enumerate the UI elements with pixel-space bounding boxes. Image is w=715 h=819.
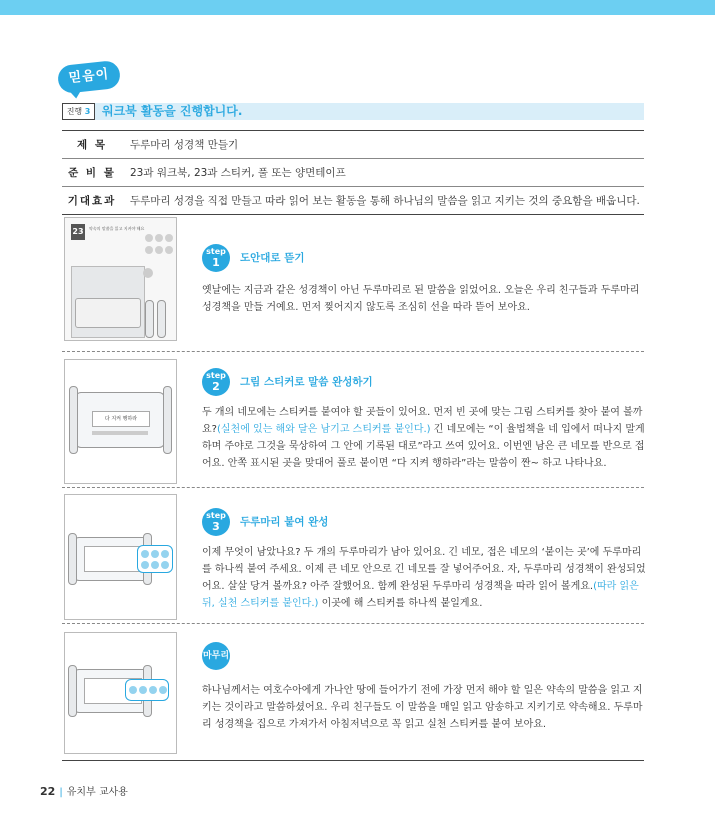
- workbook-page-thumbnail: [64, 217, 177, 341]
- character-face-icon: [143, 268, 153, 278]
- info-value: 두루마리 성경을 직접 만들고 따라 읽어 보는 활동을 통해 하나님의 말씀을 읽고 지키는 것의 중요함을 배웁니다.: [130, 195, 640, 207]
- step-3-title: 두루마리 붙여 완성: [240, 516, 329, 528]
- scroll-text-area: [84, 546, 142, 572]
- step-header-bar: [62, 103, 644, 120]
- scroll-roll-left: [145, 300, 154, 338]
- step-box-label: 진행: [66, 107, 83, 116]
- scroll-verse-text: 다 지켜 행하라: [92, 411, 150, 427]
- sticker-circles: [145, 232, 175, 258]
- mideumi-logo: 믿음이: [57, 60, 122, 94]
- page-number: 22: [40, 785, 56, 798]
- wrap-up-section: [62, 624, 644, 759]
- info-value: 두루마리 성경책 만들기: [130, 139, 239, 151]
- scroll-roll-left: [69, 386, 78, 454]
- footer-separator: |: [59, 787, 63, 798]
- info-row-title: [62, 131, 644, 159]
- info-key: 준 비 물: [68, 167, 116, 179]
- scroll-illustration: [75, 392, 165, 448]
- badge-number: 3: [212, 520, 220, 533]
- lesson-number-badge: 23: [71, 224, 85, 240]
- step-2-title: 그림 스티커로 말씀 완성하기: [240, 376, 373, 388]
- step-box-number: 3: [84, 107, 91, 116]
- info-key: 제 목: [77, 139, 107, 151]
- info-row-expected-effect: [62, 187, 644, 215]
- scroll-roll-right: [157, 300, 166, 338]
- wrap-up-thumbnail: [64, 632, 177, 754]
- scroll-line: [92, 431, 148, 435]
- body-text: 이곳에 해 스티커를 하나씩 붙일게요.: [318, 598, 483, 609]
- badge-label: step: [206, 247, 226, 256]
- footer-book-title: 유치부 교사용: [66, 787, 128, 798]
- step-1-badge: [202, 244, 230, 272]
- step-1-body: 옛날에는 지금과 같은 성경책이 아닌 두루마리로 된 말씀을 읽었어요. 오늘은 우리 친구들과 두루마리 성경책을 만들 거예요. 먼저 찢어지지 않도록 조심히 선을 따라 뜯어 보아요.: [202, 285, 640, 313]
- step-2-section: [62, 352, 644, 487]
- step-number-box: [62, 103, 95, 120]
- step-3-badge: [202, 508, 230, 536]
- body-text: 이제 무엇이 남았나요? 두 개의 두루마리가 남아 있어요. 긴 네모, 접은 네모의 ‘붙이는 곳’에 두루마리를 하나씩 붙여 주세요. 이제 큰 네모 안으로 긴 네모를 잘 넣어주어요. 자, 두루마리 성경책이 완성되었어요. 살살 당겨 볼까요? 아주 잘했어요. 함께 완성된 두루마리 성경책을 따라 읽어 볼게요.: [202, 547, 646, 592]
- step-1-section: [62, 214, 644, 344]
- scroll-cutout: [75, 298, 141, 328]
- scroll-roll-left: [68, 665, 77, 717]
- info-key: 기대효과: [67, 195, 117, 207]
- sticker-row: [125, 679, 169, 701]
- badge-number: 1: [212, 256, 220, 269]
- body-text: 두 개의 네모에는 스티커를 붙여야 할 곳들이 있어요. 먼저 빈 곳에 맞는 그림 스티커를 찾아 붙여 볼까요?: [202, 407, 643, 435]
- scroll-step-thumbnail: [64, 359, 177, 484]
- scroll-roll-right: [163, 386, 172, 454]
- scroll-roll-left: [68, 533, 77, 585]
- top-color-bar: [0, 0, 715, 15]
- badge-number: 2: [212, 380, 220, 393]
- teacher-note: (실천에 있는 해와 달은 남기고 스티커를 붙인다.): [216, 424, 431, 435]
- badge-label: step: [206, 511, 226, 520]
- step-3-section: [62, 488, 644, 623]
- body-text: 긴 네모에는 “이 율법책을 네 입에서 떠나지 말게 하며 주야로 그것을 묵상하여 그 안에 기록된 대로”라고 쓰여 있어요. 이번엔 남은 큰 네모를 반으로 접어요. 안쪽 표시된 곳을 맞대어 풀로 붙이면 “다 지켜 행하라”라는 말씀이 짠~ 하고 나타나요.: [202, 424, 645, 469]
- wrap-up-body: 하나님께서는 여호수아에게 가나안 땅에 들어가기 전에 가장 먼저 해야 할 일은 약속의 말씀을 읽고 지키는 것이라고 말씀하셨어요. 우리 친구들도 이 말씀을 매일 읽고 암송하고 지키기로 약속해요. 두루마리 성경책을 집으로 가져가서 아침저녁으로 꼭 읽고 실천 스티커를 붙여 보아요.: [202, 685, 643, 730]
- step-2-badge: [202, 368, 230, 396]
- step-header-title: 워크북 활동을 진행합니다.: [102, 104, 243, 118]
- teacher-note: (따라 읽은 뒤, 실천 스티커를 붙인다.): [202, 581, 639, 609]
- scroll-complete-thumbnail: [64, 494, 177, 620]
- step-1-title: 도안대로 뜯기: [240, 252, 305, 264]
- step-3-body: [202, 544, 646, 612]
- info-value: 23과 워크북, 23과 스티커, 풀 또는 양면테이프: [130, 167, 346, 179]
- activity-info-table: [62, 130, 644, 215]
- step-2-body: [202, 404, 646, 472]
- sticker-zoom-callout: [137, 545, 173, 573]
- badge-label: step: [206, 371, 226, 380]
- info-row-materials: [62, 159, 644, 187]
- wrap-up-badge: 마무리: [202, 642, 230, 670]
- bottom-rule: [62, 760, 644, 761]
- page-footer: [40, 783, 128, 798]
- workbook-thumbnail-title: 약속의 말씀을 읽고 지켜야 해요: [89, 226, 145, 231]
